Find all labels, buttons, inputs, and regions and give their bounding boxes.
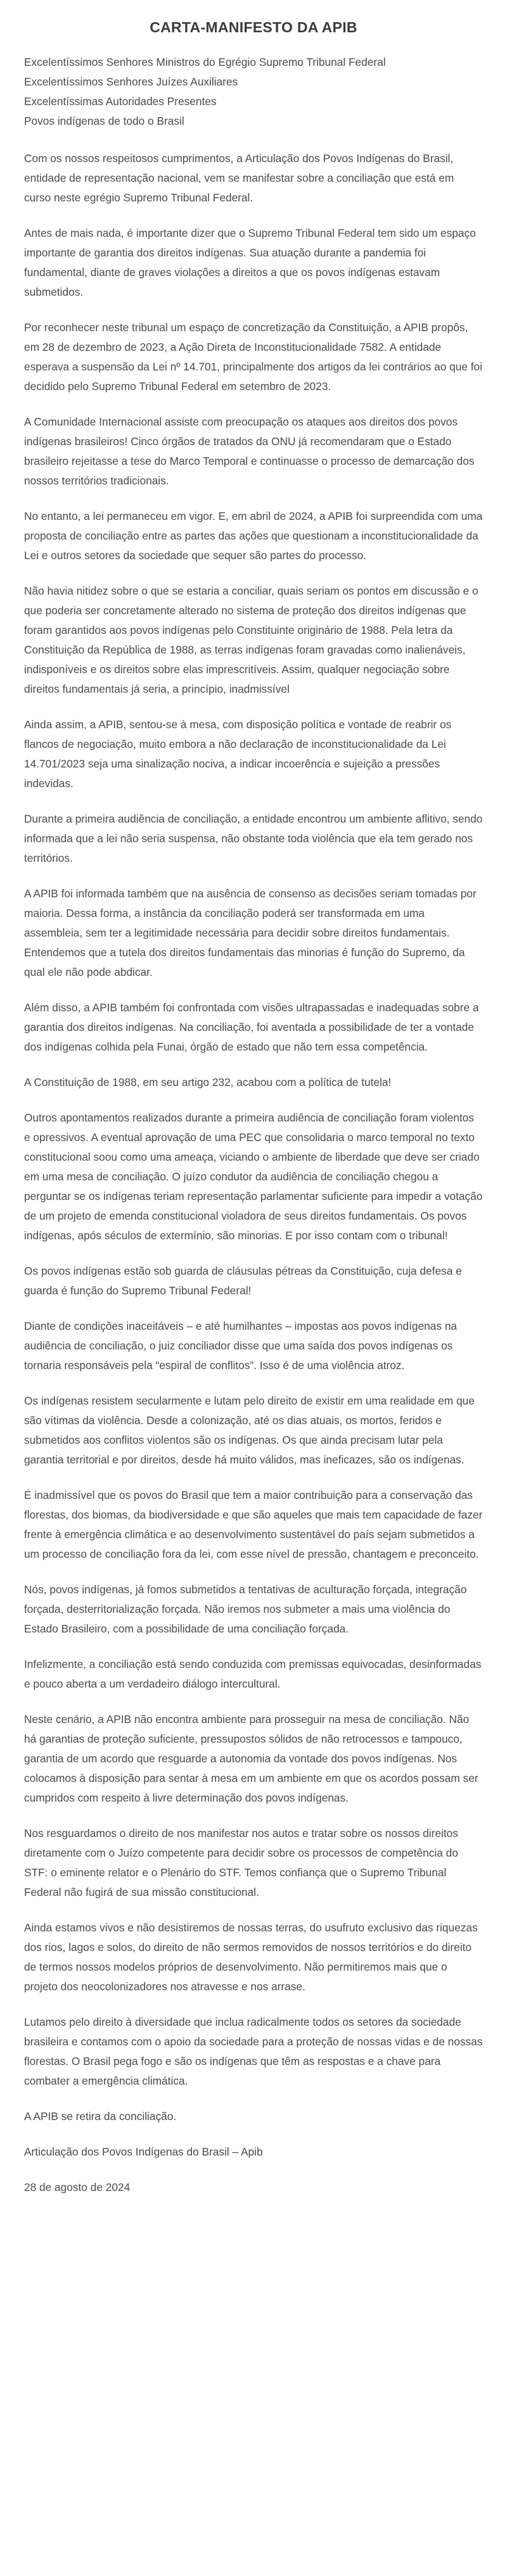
salutation-line: Povos indígenas de todo o Brasil: [24, 115, 184, 127]
paragraph-20: Nos resguardamos o direito de nos manifestar nos autos e tratar sobre os nossos direitos diretamente com o Juízo competente para decidir sobre os processos de competência do STF: o eminente relator e o Plenário do STF. Temos confiança que o Supremo Tribunal Federal não fugirá de sua missão constitucional.: [24, 1827, 458, 1898]
paragraph-21: Ainda estamos vivos e não desistiremos de nossas terras, do usufruto exclusivo das riquezas dos rios, lagos e solos, do direito de não sermos removidos de nossos territórios e do direito de termos nossos modelos próprios de desenvolvimento. Não permitiremos mais que o projeto dos neocolonizadores nos atravesse e nos arrase.: [24, 1921, 478, 1993]
paragraph-5: No entanto, a lei permaneceu em vigor. E, em abril de 2024, a APIB foi surpreendida com uma proposta de conciliação entre as partes das ações que questionam a inconstitucionalidade da Lei e outros setores da sociedade que sequer são partes do processo.: [24, 510, 483, 562]
salutation-line: Excelentíssimos Senhores Ministros do Egrégio Supremo Tribunal Federal: [24, 56, 386, 68]
closing-statement: A APIB se retira da conciliação.: [24, 2110, 177, 2123]
signature: Articulação dos Povos Indígenas do Brasil – Apib: [24, 2145, 263, 2158]
salutation-block: [24, 53, 483, 131]
paragraph-22: Lutamos pelo direito à diversidade que inclua radicalmente todos os setores da sociedade brasileira e contamos com o apoio da sociedade para a proteção de nossas vidas e de nossas florestas. O Brasil pega fogo e são os indígenas que têm as respostas e a chave para combater a emergência climática.: [24, 2016, 483, 2087]
paragraph-19: Neste cenário, a APIB não encontra ambiente para prosseguir na mesa de conciliação. Não há garantias de proteção suficiente, pressupostos sólidos de não retrocessos e tampouco, garantia de um acordo que resguarde a autonomia da vontade dos povos indígenas. Nos colocamos à disposição para sentar à mesa em um ambiente em que os acordos possam ser cumpridos com respeito à livre determinação dos povos indígenas.: [24, 1713, 478, 1804]
paragraph-2: Antes de mais nada, é importante dizer que o Supremo Tribunal Federal tem sido um espaço importante de garantia dos direitos indígenas. Sua atuação durante a pandemia foi fundamental, diante de graves violações a direitos a que os povos indígenas estavam submetidos.: [24, 227, 476, 298]
paragraph-14: Diante de condições inaceitáveis – e até humilhantes – impostas aos povos indígenas na audiência de conciliação, o juiz conciliador disse que uma saída dos povos indígenas os tornaria responsáveis pela “espiral de conflitos”. Isso é de uma violência atroz.: [24, 1320, 458, 1372]
document-date: 28 de agosto de 2024: [24, 2181, 131, 2194]
paragraph-4: A Comunidade Internacional assiste com preocupação os ataques aos direitos dos povos indígenas brasileiros! Cinco órgãos de tratados da ONU já recomendaram que o Estado brasileiro rejeitasse a tese do Marco Temporal e continuasse o processo de demarcação dos nossos territórios tradicionais.: [24, 415, 475, 487]
paragraph-3: Por reconhecer neste tribunal um espaço de concretização da Constituição, a APIB propôs, em 28 de dezembro de 2023, a Ação Direta de Inconstitucionalidade 7582. A entidade esperava a suspensão da Lei nº 14.701, principalmente dos artigos da lei contrários ao que foi decidido pelo Supremo Tribunal Federal em setembro de 2023.: [24, 321, 482, 393]
paragraph-6: Não havia nitidez sobre o que se estaria a conciliar, quais seriam os pontos em discussão e o que poderia ser concretamente alterado no sistema de proteção dos direitos indígenas que foram garantidos aos povos indígenas pelo Constituinte originário de 1988. Pela letra da Constituição da República de 1988, as terras indígenas foram gravadas como inalienáveis, indisponíveis e os direitos sobre elas imprescritíveis. Assim, qualquer negociação sobre direitos fundamentais já seria, a princípio, inadmissível: [24, 584, 478, 695]
paragraph-10: Além disso, a APIB também foi confrontada com visões ultrapassadas e inadequadas sobre a garantia dos direitos indígenas. Na conciliação, foi aventada a possibilidade de ter a vontade dos indígenas colhida pela Funai, órgão de estado que não tem essa competência.: [24, 1001, 479, 1053]
paragraph-15: Os indígenas resistem secularmente e lutam pelo direito de existir em uma realidade em que são vítimas da violência. Desde a colonização, até os dias atuais, os mortos, feridos e submetidos aos conflitos violentos são os indígenas. Os que ainda precisam lutar pela garantia territorial e por direitos, desde há muito válidos, mas ineficazes, são os indígenas.: [24, 1394, 475, 1466]
paragraph-13: Os povos indígenas estão sob guarda de cláusulas pétreas da Constituição, cuja defesa e guarda é função do Supremo Tribunal Federal!: [24, 1265, 462, 1297]
paragraph-7: Ainda assim, a APIB, sentou-se à mesa, com disposição política e vontade de reabrir os flancos de negociação, muito embora a não declaração de inconstitucionalidade da Lei 14.701/2023 seja uma sinalização nociva, a indicar incoerência e sujeição a pressões indevidas.: [24, 718, 452, 790]
paragraph-8: Durante a primeira audiência de conciliação, a entidade encontrou um ambiente aflitivo, sendo informada que a lei não seria suspensa, não obstante toda violência que ela tem gerado nos territórios.: [24, 812, 483, 864]
paragraph-12: Outros apontamentos realizados durante a primeira audiência de conciliação foram violentos e opressivos. A eventual aprovação de uma PEC que consolidaria o marco temporal no texto constitucional soou como uma ameaça, viciando o ambiente de liberdade que deve ser criado em uma mesa de conciliação. O juízo condutor da audiência de conciliação chegou a perguntar se os indígenas teriam representação parlamentar suficiente para impedir a votação de um projeto de emenda constitucional violadora de seus direitos fundamentais. Os povos indígenas, após séculos de extermínio, são minorias. E por isso contam com o tribunal!: [24, 1111, 483, 1242]
salutation-line: Excelentíssimas Autoridades Presentes: [24, 95, 217, 108]
paragraph-17: Nós, povos indígenas, já fomos submetidos a tentativas de aculturação forçada, integração forçada, desterritorialização forçada. Não iremos nos submeter a mais uma violência do Estado Brasileiro, com a possibilidade de uma conciliação forçada.: [24, 1583, 467, 1635]
paragraph-16: É inadmissível que os povos do Brasil que tem a maior contribuição para a conservação das florestas, dos biomas, da biodiversidade e que são aqueles que mais tem capacidade de fazer frente à emergência climática e ao desenvolvimento sustentável do país sejam submetidos a um processo de conciliação fora da lei, com esse nível de pressão, chantagem e preconceito.: [24, 1489, 483, 1560]
paragraph-11: A Constituição de 1988, em seu artigo 232, acabou com a política de tutela!: [24, 1076, 392, 1089]
paragraph-18: Infelizmente, a conciliação está sendo conduzida com premissas equivocadas, desinformadas e pouco aberta a um verdadeiro diálogo intercultural.: [24, 1658, 482, 1690]
paragraph-1: Com os nossos respeitosos cumprimentos, a Articulação dos Povos Indígenas do Brasil, entidade de representação nacional, vem se manifestar sobre a conciliação que está em curso neste egrégio Supremo Tribunal Federal.: [24, 152, 454, 204]
paragraph-9: A APIB foi informada também que na ausência de consenso as decisões seriam tomadas por maioria. Dessa forma, a instância da conciliação poderá ser transformada em uma assembleia, sem ter a legitimidade necessária para decidir sobre direitos fundamentais. Entendemos que a tutela dos direitos fundamentais das minorias é função do Supremo, da qual ele não pode abdicar.: [24, 887, 477, 978]
document-title: CARTA-MANIFESTO DA APIB: [150, 19, 357, 35]
salutation-line: Excelentíssimos Senhores Juízes Auxiliares: [24, 75, 238, 88]
